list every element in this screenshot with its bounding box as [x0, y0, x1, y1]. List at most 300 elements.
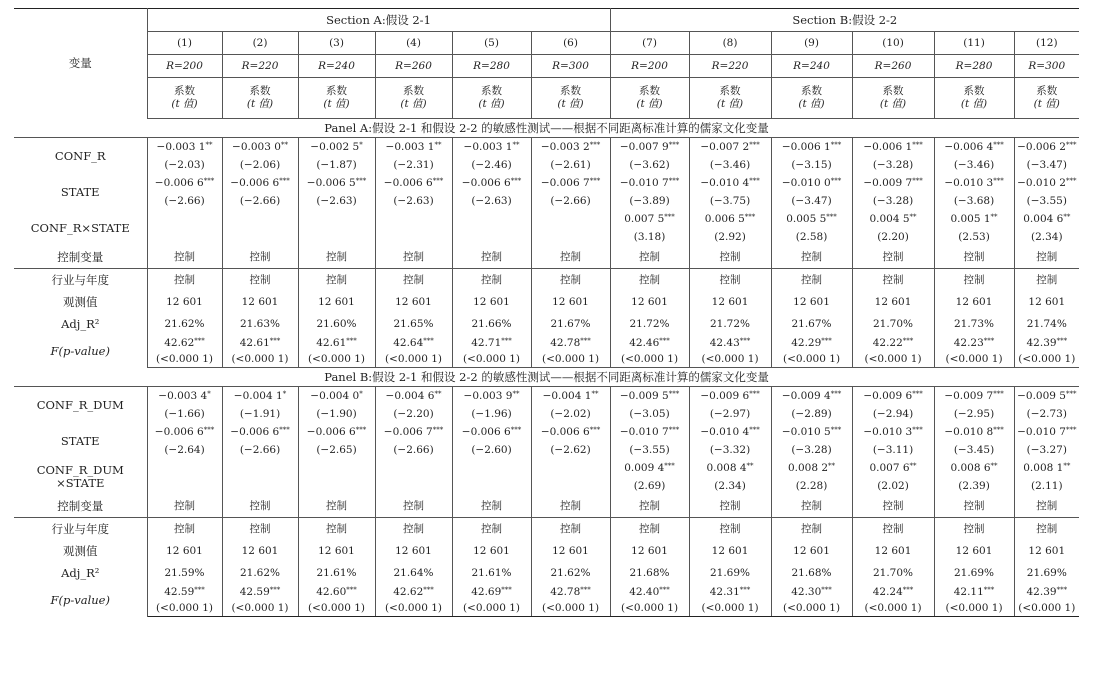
coef-cell	[147, 387, 222, 406]
industry-year-cell: 控制	[934, 269, 1014, 292]
p-value-cell: (<0.000 1)	[452, 351, 531, 368]
coef-cell-value: −0.003 9	[463, 389, 513, 402]
significance-stars: ***	[580, 585, 591, 594]
coef-cell-value: −0.006 6	[383, 176, 433, 189]
p-value-cell: (<0.000 1)	[375, 351, 452, 368]
f-stat-cell-value: 42.31	[709, 585, 740, 598]
f-stat-cell	[852, 335, 934, 351]
adj-r2-cell: 21.69%	[934, 562, 1014, 584]
coef-cell	[375, 423, 452, 441]
t-label: (t 值)	[1033, 98, 1060, 110]
coef-cell-value: −0.010 8	[944, 425, 994, 438]
p-value-cell: (<0.000 1)	[298, 600, 375, 617]
significance-stars: ***	[346, 585, 357, 594]
adj-r2-cell: 21.70%	[852, 562, 934, 584]
control-variables-cell: 控制	[852, 246, 934, 269]
coef-cell-value: −0.009 5	[619, 389, 669, 402]
coef-header-cell	[222, 78, 298, 119]
coef-cell-value: −0.003 4	[158, 389, 208, 402]
coef-cell	[298, 387, 375, 406]
t-value-row	[14, 441, 1079, 459]
t-value-cell	[147, 477, 222, 495]
t-value-cell: (−3.27)	[1026, 443, 1067, 456]
column-number: (11)	[934, 32, 1014, 55]
t-value-row	[14, 405, 1079, 423]
control-variables-label: 控制变量	[14, 246, 147, 269]
t-value-cell	[222, 228, 298, 246]
significance-stars: ***	[830, 176, 842, 185]
control-variables-cell: 控制	[934, 495, 1014, 518]
control-variables-cell: 控制	[531, 246, 610, 269]
coef-cell	[771, 210, 852, 228]
coef-cell-value: −0.010 3	[944, 176, 994, 189]
significance-stars: ***	[912, 425, 923, 434]
observations-cell: 12 601	[147, 291, 222, 313]
t-label: (t 值)	[716, 98, 744, 110]
observations-cell: 12 601	[452, 291, 531, 313]
significance-stars: **	[1063, 212, 1071, 221]
industry-year-cell: 控制	[298, 518, 375, 541]
observations-cell: 12 601	[298, 540, 375, 562]
t-value-cell: (−3.05)	[610, 405, 689, 423]
control-variables-cell: 控制	[298, 246, 375, 269]
observations-cell: 12 601	[771, 540, 852, 562]
f-stat-row	[14, 335, 1079, 351]
observations-cell: 12 601	[852, 291, 934, 313]
t-label: (t 值)	[171, 98, 198, 110]
coef-cell-value: −0.006 6	[306, 425, 356, 438]
adj-r2-cell: 21.69%	[1026, 566, 1067, 579]
r-value: R=300	[531, 55, 610, 78]
adj-r2-cell: 21.64%	[375, 562, 452, 584]
coef-cell-value: 0.008 1	[1023, 461, 1064, 474]
coef-cell-value: 0.005 5	[786, 212, 827, 225]
significance-stars: ***	[826, 212, 837, 221]
variable-name-line2: ×STATE	[56, 476, 105, 490]
variable-name: CONF_R×STATE	[30, 220, 130, 235]
coef-cell-value: 0.004 6	[1023, 212, 1064, 225]
t-value-cell	[531, 228, 610, 246]
t-value-cell: (−2.66)	[222, 192, 298, 210]
control-variables-cell: 控制	[689, 246, 771, 269]
t-value-cell: (−2.02)	[531, 405, 610, 423]
variable-row	[14, 138, 1079, 157]
coef-cell	[222, 174, 298, 192]
adj-r2-cell: 21.66%	[452, 313, 531, 335]
significance-stars: ***	[1056, 585, 1068, 594]
adj-r2-cell: 21.61%	[452, 562, 531, 584]
significance-stars: *	[207, 389, 211, 398]
observations-cell: 12 601	[771, 291, 852, 313]
significance-stars: ***	[830, 389, 842, 398]
industry-year-cell: 控制	[147, 518, 222, 541]
coef-cell	[689, 459, 771, 477]
coef-cell	[852, 138, 934, 157]
t-value-cell: (−2.60)	[452, 441, 531, 459]
coef-cell	[375, 459, 452, 477]
coef-cell	[771, 387, 852, 406]
industry-year-cell: 控制	[375, 269, 452, 292]
coef-cell	[934, 423, 1014, 441]
coef-cell-value: −0.009 6	[863, 389, 913, 402]
t-value-cell: (−2.61)	[531, 156, 610, 174]
p-value-cell: (<0.000 1)	[852, 600, 934, 617]
t-value-cell	[298, 228, 375, 246]
control-variables-cell: 控制	[689, 495, 771, 518]
t-value-cell: (−2.66)	[147, 192, 222, 210]
significance-stars: ***	[269, 336, 281, 345]
coef-cell	[375, 138, 452, 157]
significance-stars: ***	[1065, 140, 1077, 149]
coef-label: 系数	[326, 85, 347, 97]
coef-cell	[147, 138, 222, 157]
coef-cell-value: −0.006 5	[306, 176, 356, 189]
coef-cell	[1014, 387, 1079, 406]
r-value: R=280	[452, 55, 531, 78]
coef-cell	[610, 138, 689, 157]
variable-name: CONF_R	[54, 148, 106, 163]
t-label: (t 值)	[323, 98, 350, 110]
significance-stars: ***	[749, 389, 760, 398]
coef-cell	[147, 210, 222, 228]
f-stat-cell	[689, 584, 771, 600]
t-value-cell: (2.20)	[852, 228, 934, 246]
coef-cell	[298, 459, 375, 477]
coef-cell	[771, 423, 852, 441]
coef-cell	[1014, 138, 1079, 157]
coef-cell	[452, 210, 531, 228]
adj-r2-label: Adj_R²	[14, 562, 147, 584]
coef-cell	[531, 423, 610, 441]
significance-stars: ***	[749, 425, 760, 434]
control-variables-cell: 控制	[452, 246, 531, 269]
significance-stars: ***	[203, 176, 215, 185]
coef-cell	[298, 423, 375, 441]
coef-cell	[852, 459, 934, 477]
coef-cell	[689, 423, 771, 441]
t-value-cell: (2.28)	[771, 477, 852, 495]
significance-stars: ***	[993, 425, 1004, 434]
significance-stars: ***	[659, 336, 670, 345]
coef-cell	[222, 138, 298, 157]
coef-cell	[375, 174, 452, 192]
p-value-cell: (<0.000 1)	[934, 600, 1014, 617]
observations-cell: 12 601	[1028, 544, 1066, 557]
coef-cell	[531, 210, 610, 228]
f-stat-cell	[934, 335, 1014, 351]
f-stat-cell	[222, 584, 298, 600]
coef-cell	[934, 387, 1014, 406]
p-value-row	[14, 351, 1079, 368]
significance-stars: ***	[355, 176, 367, 185]
coef-cell-value: 0.007 5	[624, 212, 665, 225]
coef-cell	[531, 387, 610, 406]
significance-stars: ***	[501, 336, 512, 345]
t-value-cell: (−2.20)	[375, 405, 452, 423]
control-variables-cell: 控制	[1014, 246, 1079, 269]
coef-cell	[222, 210, 298, 228]
significance-stars: ***	[1065, 176, 1077, 185]
significance-stars: ***	[821, 336, 832, 345]
t-value-cell	[375, 228, 452, 246]
significance-stars: *	[359, 389, 363, 398]
f-stat-cell-value: 42.39	[1026, 336, 1057, 349]
control-variables-cell: 控制	[375, 246, 452, 269]
significance-stars: **	[205, 140, 213, 149]
significance-stars: **	[512, 389, 520, 398]
coef-cell-value: 0.008 6	[950, 461, 991, 474]
coef-cell	[852, 423, 934, 441]
significance-stars: ***	[194, 336, 205, 345]
f-stat-cell-value: 42.62	[164, 336, 195, 349]
coef-cell-value: −0.010 4	[700, 425, 750, 438]
adj-r2-cell: 21.59%	[147, 562, 222, 584]
significance-stars: ***	[983, 336, 995, 345]
coef-cell	[610, 387, 689, 406]
f-stat-cell-value: 42.78	[550, 585, 581, 598]
f-stat-label	[14, 584, 147, 617]
industry-year-cell: 控制	[771, 269, 852, 292]
t-value-cell: (2.69)	[610, 477, 689, 495]
section-a-header: Section A:假设 2-1	[147, 9, 610, 32]
f-stat-cell-value: 42.39	[1026, 585, 1057, 598]
t-value-cell: (−1.91)	[222, 405, 298, 423]
t-value-cell: (−3.55)	[1026, 194, 1067, 207]
t-value-cell: (−2.95)	[934, 405, 1014, 423]
t-label: (t 值)	[400, 98, 427, 110]
observations-label: 观测值	[14, 291, 147, 313]
t-value-row	[14, 156, 1079, 174]
control-variables-cell: 控制	[771, 246, 852, 269]
f-stat-cell-value: 42.61	[239, 336, 270, 349]
industry-year-cell: 控制	[531, 269, 610, 292]
column-number: (9)	[771, 32, 852, 55]
r-value: R=240	[298, 55, 375, 78]
significance-stars: **	[746, 461, 754, 470]
coef-cell-value: 0.006 5	[704, 212, 745, 225]
f-stat-cell-value: 42.23	[953, 336, 984, 349]
coef-cell	[689, 387, 771, 406]
coef-cell-value: −0.006 1	[781, 140, 831, 153]
significance-stars: **	[828, 461, 836, 470]
observations-cell: 12 601	[934, 291, 1014, 313]
t-value-cell	[452, 477, 531, 495]
variable-label	[14, 138, 147, 175]
coef-label: 系数	[639, 85, 661, 97]
coef-cell	[298, 174, 375, 192]
t-value-cell: (2.34)	[689, 477, 771, 495]
coef-header-cell	[531, 78, 610, 119]
significance-stars: ***	[668, 176, 680, 185]
r-value: R=260	[852, 55, 934, 78]
t-value-cell: (−3.11)	[852, 441, 934, 459]
p-value-cell: (<0.000 1)	[222, 351, 298, 368]
coef-cell-value: −0.009 7	[863, 176, 913, 189]
coef-cell	[610, 459, 689, 477]
coef-cell	[852, 174, 934, 192]
coef-cell-value: −0.010 0	[781, 176, 831, 189]
column-number: (10)	[852, 32, 934, 55]
coef-cell	[298, 210, 375, 228]
t-value-row	[14, 477, 1079, 495]
variable-label	[14, 387, 147, 424]
coef-cell-value: 0.008 2	[787, 461, 829, 474]
coef-cell-value: −0.010 5	[781, 425, 831, 438]
p-value-cell: (<0.000 1)	[852, 351, 934, 368]
significance-stars: ***	[912, 176, 923, 185]
coef-label: 系数	[481, 85, 502, 97]
f-stat-cell	[771, 584, 852, 600]
t-value-cell: (2.34)	[1031, 230, 1063, 243]
coef-cell	[771, 138, 852, 157]
coef-cell	[531, 138, 610, 157]
coef-cell-value: 0.005 1	[950, 212, 991, 225]
coef-cell	[147, 174, 222, 192]
significance-stars: ***	[346, 336, 357, 345]
section-b-header: Section B:假设 2-2	[610, 9, 1079, 32]
industry-year-cell: 控制	[689, 269, 771, 292]
industry-year-cell: 控制	[222, 518, 298, 541]
coef-cell-value: −0.004 1	[542, 389, 592, 402]
t-value-cell: (−2.73)	[1026, 407, 1067, 420]
coef-header-cell	[852, 78, 934, 119]
adj-r2-cell: 21.63%	[222, 313, 298, 335]
significance-stars: ***	[983, 585, 995, 594]
adj-r2-cell: 21.60%	[298, 313, 375, 335]
coef-cell-value: −0.007 9	[619, 140, 669, 153]
t-value-cell: (−3.89)	[610, 192, 689, 210]
significance-stars: **	[591, 389, 599, 398]
f-stat-cell	[771, 335, 852, 351]
coef-cell	[852, 387, 934, 406]
observations-row	[14, 540, 1079, 562]
control-variables-cell: 控制	[375, 495, 452, 518]
observations-label: 观测值	[14, 540, 147, 562]
t-value-cell: (−3.45)	[934, 441, 1014, 459]
t-value-cell: (−3.28)	[852, 192, 934, 210]
industry-year-cell: 控制	[852, 518, 934, 541]
significance-stars: ***	[501, 585, 512, 594]
coef-header-cell	[689, 78, 771, 119]
t-value-cell: (−2.62)	[531, 441, 610, 459]
coef-cell	[852, 210, 934, 228]
adj-r2-cell: 21.65%	[375, 313, 452, 335]
control-variables-cell: 控制	[531, 495, 610, 518]
significance-stars: ***	[1065, 425, 1077, 434]
f-stat-cell-value: 42.60	[316, 585, 347, 598]
coef-cell-value: −0.003 1	[463, 140, 513, 153]
coef-header-row	[14, 78, 1079, 119]
observations-cell: 12 601	[375, 291, 452, 313]
coef-label: 系数	[963, 85, 985, 97]
variable-label	[14, 423, 147, 459]
f-stat-cell	[375, 584, 452, 600]
industry-year-cell: 控制	[298, 269, 375, 292]
industry-year-cell: 控制	[1036, 522, 1058, 535]
column-number: (4)	[375, 32, 452, 55]
f-stat-cell	[689, 335, 771, 351]
t-value-cell: (−1.96)	[452, 405, 531, 423]
coef-cell-value: −0.010 7	[1017, 425, 1066, 438]
f-stat-cell	[610, 335, 689, 351]
coef-cell-value: 0.007 6	[869, 461, 910, 474]
t-value-cell: (−2.63)	[375, 192, 452, 210]
t-value-cell: (−2.94)	[852, 405, 934, 423]
significance-stars: ***	[432, 176, 444, 185]
t-value-cell: (−3.28)	[771, 441, 852, 459]
coef-cell-value: −0.010 3	[863, 425, 913, 438]
t-value-cell: (−2.97)	[689, 405, 771, 423]
observations-row	[14, 291, 1079, 313]
column-number: (2)	[222, 32, 298, 55]
coef-cell	[771, 174, 852, 192]
coef-cell	[771, 459, 852, 477]
t-value-cell: (−2.89)	[771, 405, 852, 423]
p-value-cell: (<0.000 1)	[531, 351, 610, 368]
control-variables-cell: 控制	[852, 495, 934, 518]
t-label: (t 值)	[798, 98, 825, 110]
f-stat-cell-value: 42.40	[629, 585, 660, 598]
significance-stars: ***	[912, 389, 923, 398]
coef-cell-value: −0.003 2	[540, 140, 590, 153]
coef-cell	[222, 459, 298, 477]
p-value-cell: (<0.000 1)	[1014, 600, 1079, 617]
f-stat-cell-value: 42.43	[709, 336, 740, 349]
p-value-cell: (<0.000 1)	[689, 600, 771, 617]
f-stat-cell	[1014, 335, 1079, 351]
t-label: (t 值)	[246, 98, 274, 110]
coef-cell	[147, 459, 222, 477]
coef-cell-value: −0.010 7	[619, 425, 669, 438]
coef-cell-value: −0.006 6	[461, 425, 511, 438]
t-value-cell: (2.92)	[689, 228, 771, 246]
variable-name: CONF_R_DUM	[36, 463, 124, 477]
f-stat-cell-value: 42.46	[629, 336, 660, 349]
significance-stars: ***	[744, 212, 756, 221]
coef-cell	[452, 459, 531, 477]
panel_b-title: Panel B:假设 2-1 和假设 2-2 的敏感性测试——根据不同距离标准计算的儒家文化变量	[14, 368, 1079, 387]
coef-cell	[531, 459, 610, 477]
t-value-cell: (−3.75)	[689, 192, 771, 210]
adj-r2-cell: 21.67%	[771, 313, 852, 335]
f-stat-cell-value: 42.29	[791, 336, 822, 349]
coef-cell	[222, 423, 298, 441]
f-stat-row	[14, 584, 1079, 600]
r-value: R=200	[610, 55, 689, 78]
industry-year-cell: 控制	[852, 269, 934, 292]
r-value: R=300	[1014, 55, 1079, 78]
coef-cell-value: −0.010 2	[1017, 176, 1066, 189]
industry-year-cell: 控制	[452, 269, 531, 292]
coef-cell-value: −0.006 7	[540, 176, 590, 189]
t-value-cell: (−2.63)	[452, 192, 531, 210]
industry-year-cell: 控制	[610, 518, 689, 541]
coef-cell	[452, 174, 531, 192]
t-value-cell: (−1.90)	[298, 405, 375, 423]
industry-year-label: 行业与年度	[14, 518, 147, 541]
coef-cell-value: −0.006 4	[944, 140, 994, 153]
variable-name: CONF_R_DUM	[36, 397, 124, 412]
significance-stars: **	[1063, 461, 1071, 470]
t-value-cell: (3.18)	[610, 228, 689, 246]
coef-cell	[934, 210, 1014, 228]
significance-stars: ***	[664, 212, 675, 221]
adj-r2-cell: 21.72%	[610, 313, 689, 335]
variable-label	[14, 459, 147, 495]
adj-r2-cell: 21.62%	[531, 562, 610, 584]
f-stat-cell-value: 42.22	[872, 336, 903, 349]
coef-cell-value: −0.003 1	[156, 140, 206, 153]
